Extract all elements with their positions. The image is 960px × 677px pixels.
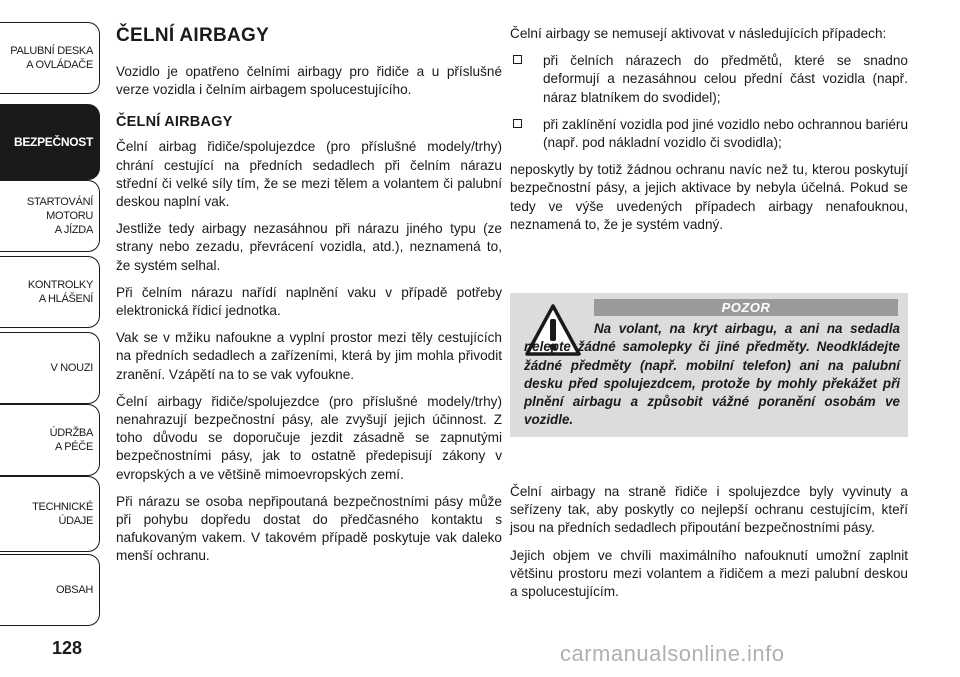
paragraph: Čelní airbagy na straně řidiče i spolujezdce byly vyvinuty a seřízeny tak, aby poskytly co nejlepší ochranu cestujícím, kteří jsou na předních sedadlech připoutání bezpečnostními pásy.	[510, 484, 908, 536]
tab-label: BEZPEČNOST	[13, 135, 93, 149]
warning-title: POZOR	[594, 299, 898, 316]
page-number: 128	[52, 638, 83, 658]
intro-paragraph: Čelní airbagy se nemusejí aktivovat v následujících případech:	[510, 26, 887, 41]
tab-label: OBSAH	[55, 584, 93, 596]
warning-text: Na volant, na kryt airbagu, a ani na sedadla nelepte žádné samolepky či jiné předměty. Neodkládejte žádné předměty (např. mobilní telefon) ani na palubní desku před spolujezdcem, protože by mohly překážet při plnění airbagu a způsobit vážné poranění osobám ve vozidle.	[524, 321, 900, 428]
intro-paragraph: Vozidlo je opatřeno čelními airbagy pro řidiče a u příslušné verze vozidla i čelním airbagem spolucestujícího.	[116, 64, 502, 98]
tab-label: ÚDRŽBA A PÉČE	[49, 427, 93, 453]
tab-label: KONTROLKY A HLÁŠENÍ	[27, 279, 93, 305]
tab-startovani[interactable]	[0, 180, 100, 252]
right-column-bottom	[510, 483, 908, 610]
tab-label: STARTOVÁNÍ MOTORU A JÍZDA	[26, 196, 93, 236]
tab-udrzba[interactable]	[0, 404, 100, 476]
tab-label: PALUBNÍ DESKA A OVLÁDAČE	[10, 45, 93, 71]
bullet-item	[510, 116, 908, 152]
paragraph: Vak se v mžiku nafoukne a vyplní prostor mezi těly cestujících na předních sedadlech a zařízeními, která by jim mohla přivodit zranění. Vzápětí na to se vak vyfoukne.	[116, 330, 502, 382]
tab-label: TECHNICKÉ ÚDAJE	[32, 501, 93, 527]
tab-obsah[interactable]	[0, 554, 100, 626]
checkbox-bullet-icon	[513, 119, 522, 128]
watermark: carmanualsonline.info	[560, 641, 785, 666]
tab-v-nouzi[interactable]	[0, 332, 100, 404]
chapter-sidebar	[0, 0, 104, 677]
tab-kontrolky[interactable]	[0, 256, 100, 328]
paragraph: Čelní airbagy řidiče/spolujezdce (pro příslušné modely/trhy) nenahrazují bezpečnostní pásy, ale zvyšují jejich účinnost. Z toho důvodu se doporučuje jezdit zásadně se zapnutými bezpečnostními pásy, jak to ostatně předepisují zákony v evropských a ve většině mimoevropských zemí.	[116, 393, 502, 482]
bullet-text: při zaklínění vozidla pod jiné vozidlo nebo ochrannou bariéru (např. pod nákladní vozidlo či svodidla);	[543, 116, 909, 151]
paragraph: Při nárazu se osoba nepřipoutaná bezpečnostními pásy může při pohybu dopředu dostat do předčasného kontaktu s nafukovaným vakem. V takovém případě poskytuje vak daleko menší ochranu.	[116, 493, 502, 564]
warning-box	[510, 293, 908, 437]
tab-technicke[interactable]	[0, 476, 100, 552]
paragraph: Jejich objem ve chvíli maximálního nafouknutí umožní zaplnit většinu prostoru mezi volantem a řidičem a mezi palubní deskou a spolucestujícím.	[510, 547, 908, 600]
paragraph: Jestliže tedy airbagy nezasáhnou při nárazu jiného typu (ze strany nebo zezadu, převrácení vozidla, atd.), neznamená to, že systém selhal.	[116, 221, 502, 273]
paragraph: Čelní airbag řidiče/spolujezdce (pro příslušné modely/trhy) chrání cestující na předních sedadlech při čelním nárazu střední či velké síly tím, že se mezi tělem a volantem či palubní deskou naplní vak.	[116, 139, 502, 210]
left-column	[116, 25, 502, 575]
tab-bezpecnost[interactable]	[0, 104, 100, 180]
bullet-item	[510, 52, 908, 107]
page-title: ČELNÍ AIRBAGY	[116, 25, 270, 46]
checkbox-bullet-icon	[513, 55, 522, 64]
right-column-top	[510, 25, 908, 243]
bullet-text: při čelních nárazech do předmětů, které se snadno deformují a nezasáhnou celou přední část vozidla (např. náraz blatníkem do svodidel);	[543, 53, 908, 105]
section-heading: ČELNÍ AIRBAGY	[116, 114, 233, 131]
paragraph: neposkytly by totiž žádnou ochranu navíc než tu, kterou poskytují bezpečnostní pásy, a jejich aktivace by nebyla účelná. Pokud se tedy ve výše uvedených případech airbagy nenafouknou, neznamená to, že je systém vadný.	[510, 162, 908, 232]
tab-palubni-deska[interactable]	[0, 22, 100, 94]
tab-label: V NOUZI	[50, 362, 93, 374]
paragraph: Při čelním nárazu nařídí naplnění vaku v případě potřeby elektronická řídicí jednotka.	[116, 284, 502, 319]
